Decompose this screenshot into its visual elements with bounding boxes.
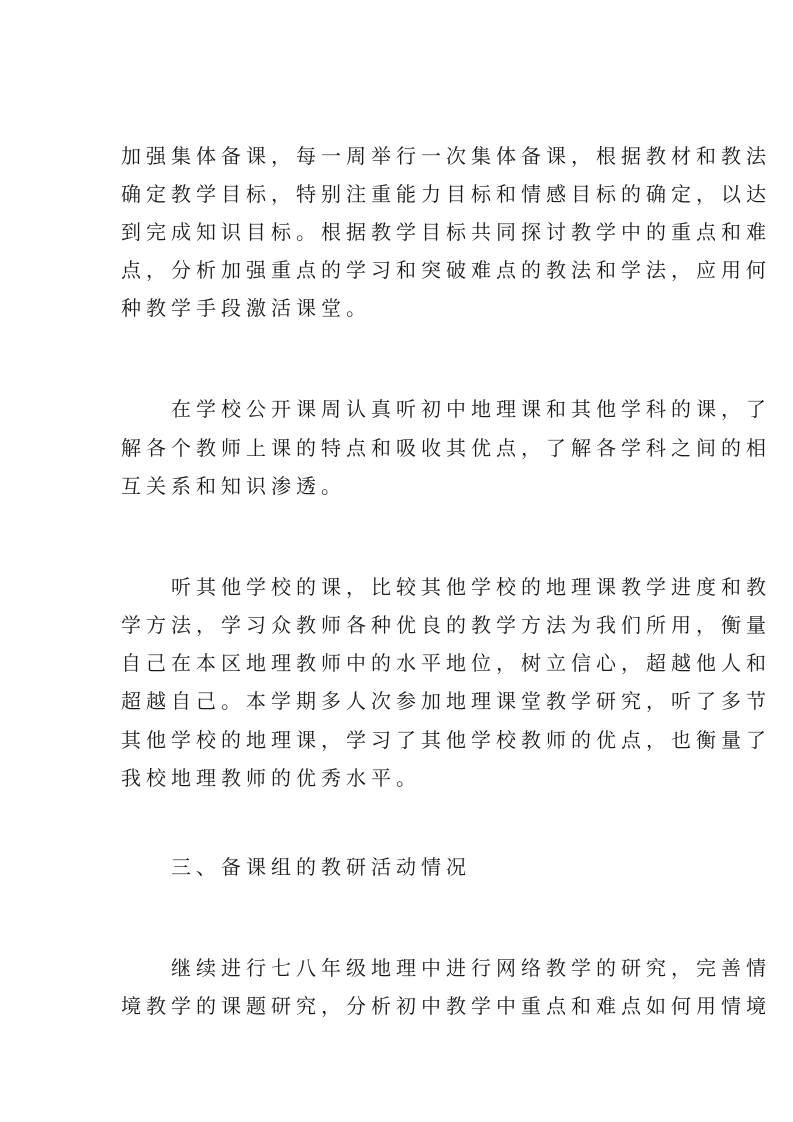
text-line: 确定教学目标，特别注重能力目标和情感目标的确定，以达 [121,182,771,206]
text-line: 继续进行七八年级地理中进行网络教学的研究，完善情 [171,956,771,980]
text-line: 解各个教师上课的特点和吸收其优点，了解各学科之间的相 [121,436,771,460]
text-line: 自己在本区地理教师中的水平地位，树立信心，超越他人和 [121,651,771,675]
text-line: 加强集体备课，每一周举行一次集体备课，根据教材和教法 [121,144,771,168]
text-line: 互关系和知识渗透。 [121,474,346,498]
text-line: 听其他学校的课，比较其他学校的地理课教学进度和教 [171,575,771,599]
text-line: 学方法，学习众教师各种优良的教学方法为我们所用，衡量 [121,613,771,637]
text-line: 种教学手段激活课堂。 [121,296,371,320]
text-line: 在学校公开课周认真听初中地理课和其他学科的课，了 [171,397,771,421]
text-line: 超越自己。本学期多人次参加地理课堂教学研究，听了多节 [121,689,771,713]
text-line: 境教学的课题研究，分析初中教学中重点和难点如何用情境 [121,994,771,1018]
text-line: 其他学校的地理课，学习了其他学校教师的优点，也衡量了 [121,728,771,752]
text-line: 到完成知识目标。根据教学目标共同探讨教学中的重点和难 [121,220,771,244]
text-line: 我校地理教师的优秀水平。 [121,766,421,790]
heading-text: 三、备课组的教研活动情况 [171,855,471,879]
text-line: 点，分析加强重点的学习和突破难点的教法和学法，应用何 [121,258,771,282]
